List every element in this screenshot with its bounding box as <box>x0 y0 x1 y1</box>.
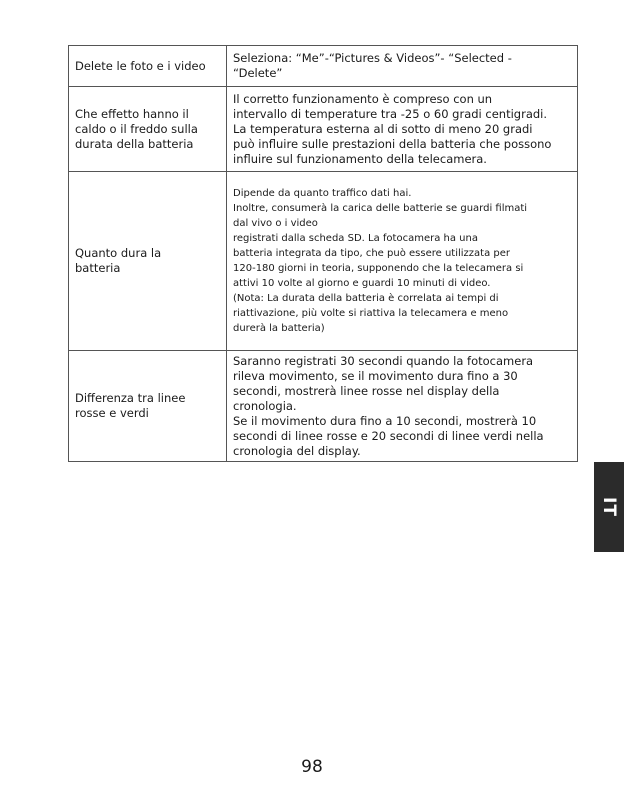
faq-answer-line: (Nota: La durata della batteria è correlata ai tempi di <box>233 293 499 304</box>
faq-table <box>68 45 578 462</box>
faq-question-line: rosse e verdi <box>75 406 149 420</box>
faq-answer-line: secondi di linee rosse e 20 secondi di linee verdi nella <box>233 428 544 443</box>
faq-row-timeline-colors <box>69 351 578 462</box>
faq-answer-cell <box>227 172 578 351</box>
faq-answer-line: Dipende da quanto traffico dati hai. <box>233 188 412 199</box>
faq-answer-line: cronologia del display. <box>233 443 361 458</box>
faq-question-line: caldo o il freddo sulla <box>75 121 198 136</box>
faq-answer-line: intervallo di temperature tra -25 o 60 gradi centigradi. <box>233 106 548 121</box>
faq-answer-line: cronologia. <box>233 398 297 413</box>
faq-question-cell <box>69 351 227 462</box>
faq-answer-line: riattivazione, più volte si riattiva la telecamera e meno <box>233 308 509 319</box>
faq-row-temperature <box>69 87 578 172</box>
language-tab-label: IT <box>599 497 619 517</box>
faq-answer-line: può influire sulle prestazioni della batteria che possono <box>233 136 552 151</box>
faq-question-line: Che effetto hanno il <box>75 106 189 121</box>
faq-answer-line: dal vivo o i video <box>233 218 318 229</box>
faq-question-cell <box>69 87 227 172</box>
faq-answer-line: influire sul funzionamento della telecamera. <box>233 151 487 166</box>
faq-answer-cell <box>227 87 578 172</box>
faq-answer-line: attivi 10 volte al giorno e guardi 10 minuti di video. <box>233 278 491 289</box>
faq-answer-cell <box>227 351 578 462</box>
faq-answer-line: durerà la batteria) <box>233 323 325 334</box>
page-number: 98 <box>301 757 323 777</box>
faq-answer-line: Se il movimento dura fino a 10 secondi, mostrerà 10 <box>233 413 537 428</box>
faq-question-line: Quanto dura la <box>75 246 162 260</box>
faq-row-delete-media <box>69 46 578 87</box>
faq-answer-line: Inoltre, consumerà la carica delle batterie se guardi filmati <box>233 203 528 214</box>
faq-question-cell <box>69 46 227 87</box>
faq-row-battery-life <box>69 172 578 351</box>
faq-question-line: batteria <box>75 261 121 275</box>
faq-question-cell <box>69 172 227 351</box>
faq-answer-line: batteria integrata da tipo, che può essere utilizzata per <box>233 248 511 259</box>
faq-answer-line: Saranno registrati 30 secondi quando la fotocamera <box>233 353 534 368</box>
faq-answer-cell <box>227 46 578 87</box>
faq-question-text: Delete le foto e i video <box>75 58 206 73</box>
faq-answer-line: La temperatura esterna al di sotto di meno 20 gradi <box>233 121 533 136</box>
faq-answer-line: registrati dalla scheda SD. La fotocamera ha una <box>233 233 478 244</box>
faq-answer-line: secondi, mostrerà linee rosse nel display della <box>233 383 500 398</box>
faq-answer-line: Il corretto funzionamento è compreso con un <box>233 91 493 106</box>
faq-question-line: Differenza tra linee <box>75 391 186 405</box>
faq-answer-line: Seleziona: “Me”-“Pictures & Videos”- “Selected - <box>233 51 512 65</box>
faq-answer-line: rileva movimento, se il movimento dura fino a 30 <box>233 368 518 383</box>
faq-answer-line: 120-180 giorni in teoria, supponendo che la telecamera si <box>233 263 524 274</box>
language-tab <box>594 462 624 552</box>
faq-question-line: durata della batteria <box>75 136 194 151</box>
faq-answer-line: “Delete” <box>233 66 283 80</box>
